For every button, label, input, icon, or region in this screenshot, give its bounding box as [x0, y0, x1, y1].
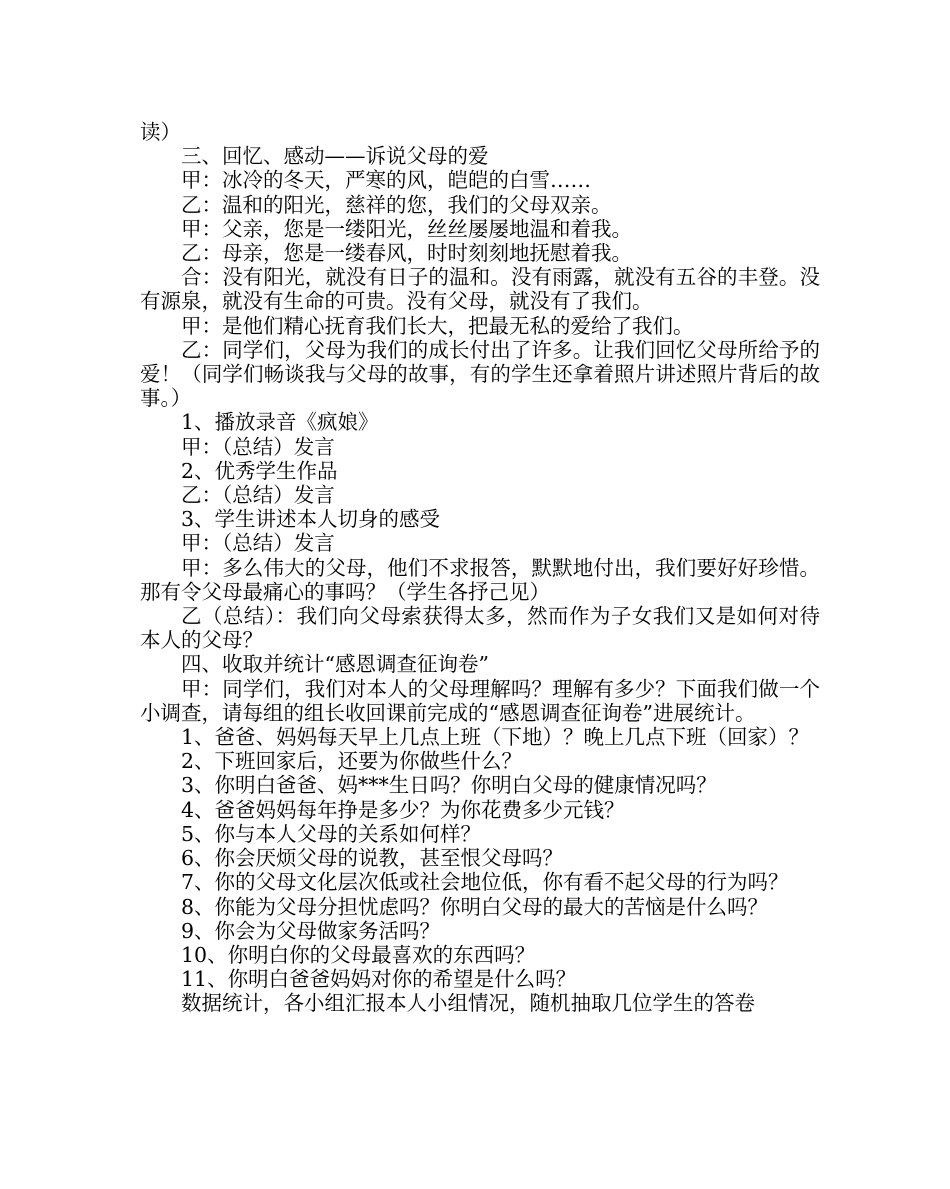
survey-question: 10、你明白你的父母最喜欢的东西吗？ [181, 942, 536, 967]
survey-question: 1、爸爸、妈妈每天早上几点上班（下地）？晚上几点下班（回家）？ [181, 725, 810, 750]
survey-question: 6、你会厌烦父母的说教，甚至恨父母吗？ [181, 846, 564, 871]
dialogue-line: 合：没有阳光，就没有日子的温和。没有雨露，就没有五谷的丰登。没有源泉，就没有生命的可贵。没有父母，就没有了我们。 [140, 265, 820, 314]
dialogue-line: 乙（总结）：我们向父母索获得太多，然而作为子女我们又是如何对待本人的父母？ [140, 604, 820, 653]
document-page [140, 120, 820, 1016]
dialogue-line: 甲：父亲，您是一缕阳光，丝丝屡屡地温和着我。 [181, 216, 632, 241]
dialogue-line: 甲：是他们精心抚育我们长大，把最无私的爱给了我们。 [181, 313, 694, 338]
survey-question: 9、你会为父母做家务活吗？ [181, 918, 441, 943]
dialogue-line: 乙：温和的阳光，慈祥的您，我们的父母双亲。 [181, 192, 612, 217]
dialogue-line: 甲：多么伟大的父母，他们不求报答，默默地付出，我们要好好珍惜。那有令父母最痛心的事吗？（学生各抒己见） [140, 555, 820, 604]
dialogue-line: 乙：同学们，父母为我们的成长付出了许多。让我们回忆父母所给予的爱！（同学们畅谈我与父母的故事，有的学生还拿着照片讲述照片背后的故事。） [140, 337, 820, 411]
survey-question: 2、下班回家后，还要为你做些什么？ [181, 749, 523, 774]
survey-question: 8、你能为父母分担忧虑吗？你明白父母的最大的苦恼是什么吗？ [181, 894, 769, 919]
list-item: 3、学生讲述本人切身的感受 [181, 507, 441, 532]
list-item: 2、优秀学生作品 [181, 458, 338, 483]
dialogue-line: 甲：同学们，我们对本人的父母理解吗？理解有多少？下面我们做一个小调查，请每组的组长收回课前完成的“感恩调查征询卷”进展统计。 [140, 676, 820, 725]
dialogue-line: 乙：母亲，您是一缕春风，时时刻刻地抚慰着我。 [181, 241, 632, 266]
dialogue-line: 乙：（总结）发言 [181, 483, 335, 508]
survey-question: 5、你与本人父母的关系如何样？ [181, 821, 482, 846]
paragraph-continuation: 读） [140, 120, 181, 144]
section-heading-4: 四、收取并统计“感恩调查征询卷” [181, 652, 489, 677]
survey-question: 4、爸爸妈妈每年挣是多少？为你花费多少元钱？ [181, 797, 625, 822]
survey-question: 7、你的父母文化层次低或社会地位低，你有看不起父母的行为吗？ [181, 870, 789, 895]
survey-question: 3、你明白爸爸、妈***生日吗？你明白父母的健康情况吗？ [181, 773, 717, 798]
dialogue-line: 甲：（总结）发言 [181, 434, 335, 459]
dialogue-line: 甲：冰冷的冬天，严寒的风，皑皑的白雪…… [181, 168, 591, 193]
list-item: 1、播放录音《疯娘》 [181, 410, 379, 435]
section-heading-3: 三、回忆、感动——诉说父母的爱 [181, 144, 489, 169]
dialogue-line: 甲：（总结）发言 [181, 531, 335, 556]
survey-question: 11、你明白爸爸妈妈对你的希望是什么吗？ [181, 967, 577, 992]
paragraph-statistics: 数据统计，各小组汇报本人小组情况，随机抽取几位学生的答卷 [181, 991, 755, 1016]
